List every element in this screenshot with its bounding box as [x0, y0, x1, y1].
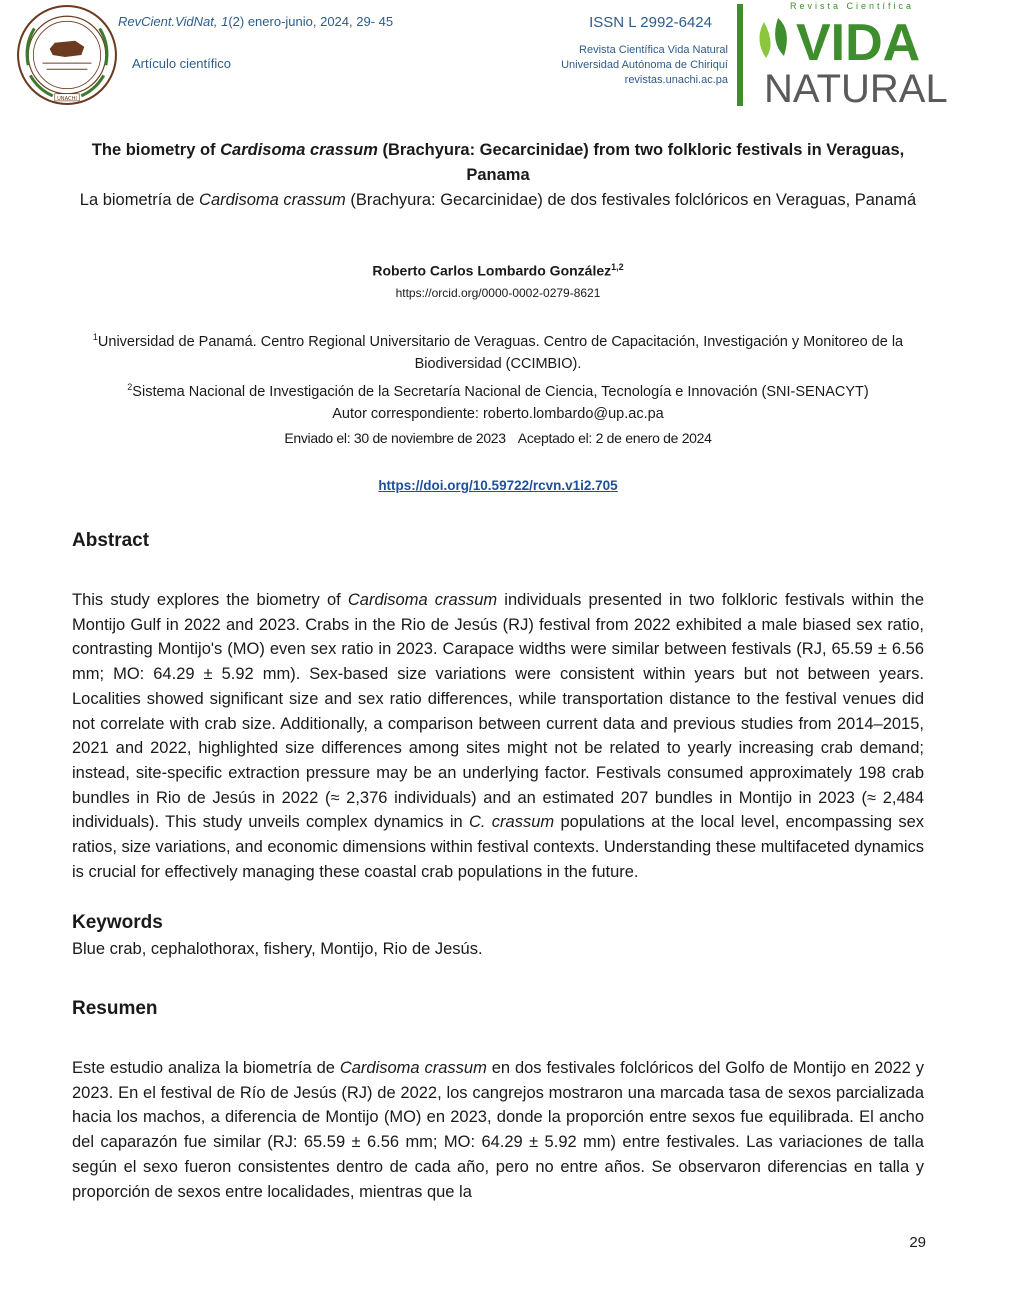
publisher-info: [528, 14, 728, 88]
doi-link[interactable]: https://doi.org/10.59722/rcvn.v1i2.705: [378, 478, 618, 493]
issn: ISSN L 2992-6424: [589, 14, 712, 31]
journal-abbrev: RevCient.VidNat,: [118, 14, 218, 29]
journal-header-left: [16, 4, 496, 108]
article-type: Artículo científico: [132, 56, 231, 71]
resumen-species: Cardisoma crassum: [339, 1059, 487, 1077]
abstract-text: This study explores the biometry of Cardisoma crassum individuals presented in two folkloric festivals within the Montijo Gulf in 2022 and 2023. Crabs in the Rio de Jesús (RJ) festival from 2022 exhibited a male biased sex ratio, contrasting Montijo's (MO) even sex ratio in 2023. Carapace widths were similar between festivals (RJ, 65.59 ± 6.56 mm; MO: 64.29 ± 5.92 mm). Sex-based size variations were consistent within years but not between years. Localities showed significant size and sex ratio differences, while transportation distance to the festival venues did not correlate with crab size. Additionally, a comparison between current data and previous studies from 2014–2015, 2021 and 2022, highlighted size differences among sites might not be related to yearly increasing crab demand; instead, site-specific extraction pressure may be an underlying factor. Festivals consumed approximately 198 crab bundles in Rio de Jesús in 2022 (≈ 2,376 individuals) and an estimated 207 bundles in Montijo in 2023 (≈ 2,484 individuals). This study unveils complex dynamics in C. crassum populations at the local level, encompassing sex ratios, size variations, and economic dimensions within festival contexts. Understanding these multifaceted dynamics is crucial for effectively managing these coastal crab populations in the future.: [72, 591, 924, 881]
seal-text: UNACHI: [57, 95, 77, 102]
journal-citation: [118, 14, 393, 29]
journal-volume: 1: [217, 14, 229, 29]
author-name: Roberto Carlos Lombardo González$^{1,2}$: [372, 262, 624, 279]
date-sent: Enviado el: 30 de noviembre de 2023: [284, 430, 506, 446]
title-species-es: Cardisoma crassum: [199, 191, 346, 209]
logo-word-natural: NATURAL: [764, 67, 948, 110]
journal-issue-pages: (2) enero-junio, 2024, 29- 45: [228, 14, 394, 29]
resumen-text: Este estudio analiza la biometría de Cardisoma crassum en dos festivales folclóricos del Golfo de Montijo en 2022 y 2023. En el festival de Río de Jesús (RJ) de 2022, los cangrejos mostraron una marcada tasa de sexos parcializada hacia los machos, a diferencia de Montijo (MO) en 2023, donde la proporción entre sexos fue equilibrada. El ancho del caparazón fue similar (RJ: 65.59 ± 6.56 mm; MO: 64.29 ± 5.92 mm) entre festivales. Las variaciones de talla según el sexo fueron consistentes dentro de cada año, pero no entre años. Se observaron diferencias en talla y proporción de sexos entre localidades, mientras que la: [72, 1059, 924, 1201]
date-accepted: Aceptado el: 2 de enero de 2024: [517, 430, 712, 446]
title-english: The biometry of Cardisoma crassum (Brachyura: Gecarcinidae) from two folkloric festivals in Veraguas, Panama: [91, 141, 905, 184]
logo-divider: [737, 4, 743, 106]
corresponding-author: Autor correspondiente: roberto.lombardo@up.ac.pa: [332, 406, 664, 423]
abstract-heading: Abstract: [72, 530, 150, 551]
logo-word-vida: VIDA: [796, 14, 921, 72]
title-spanish: La biometría de Cardisoma crassum (Brachyura: Gecarcinidae) de dos festivales folclóricos en Veraguas, Panamá: [79, 191, 917, 209]
logo-tagline: Revista Científica: [789, 1, 915, 11]
article-title: [72, 138, 924, 213]
affiliation-1: $^1$Universidad de Panamá. Centro Regional Universitario de Veraguas. Centro de Capacitación, Investigación y Monitoreo de la Biodiversidad (CCIMBIO).: [92, 332, 904, 373]
publisher-url[interactable]: revistas.unachi.ac.pa: [624, 74, 728, 86]
publisher-institution: Universidad Autónoma de Chiriquí: [561, 59, 728, 71]
abstract-species: Cardisoma crassum: [347, 591, 498, 609]
university-seal-logo: [16, 4, 118, 106]
resumen-heading: Resumen: [72, 998, 158, 1019]
title-species: Cardisoma crassum: [220, 141, 378, 159]
page-number: 29: [909, 1234, 926, 1251]
submission-dates: [72, 430, 924, 446]
vida-natural-logo: [752, 0, 962, 110]
publisher-name: Revista Científica Vida Natural: [579, 44, 728, 56]
author-orcid[interactable]: https://orcid.org/0000-0002-0279-8621: [395, 286, 601, 300]
abstract-species-abbrev: C. crassum: [468, 813, 555, 832]
affiliation-2: $^2$Sistema Nacional de Investigación de la Secretaría Nacional de Ciencia, Tecnología e Innovación (SNI-SENACYT): [127, 381, 869, 400]
keywords-text: Blue crab, cephalothorax, fishery, Montijo, Rio de Jesús.: [72, 940, 483, 958]
keywords-heading: Keywords: [72, 912, 163, 933]
affiliations: [72, 326, 924, 426]
author-affil-sup: 1,2: [611, 262, 624, 272]
